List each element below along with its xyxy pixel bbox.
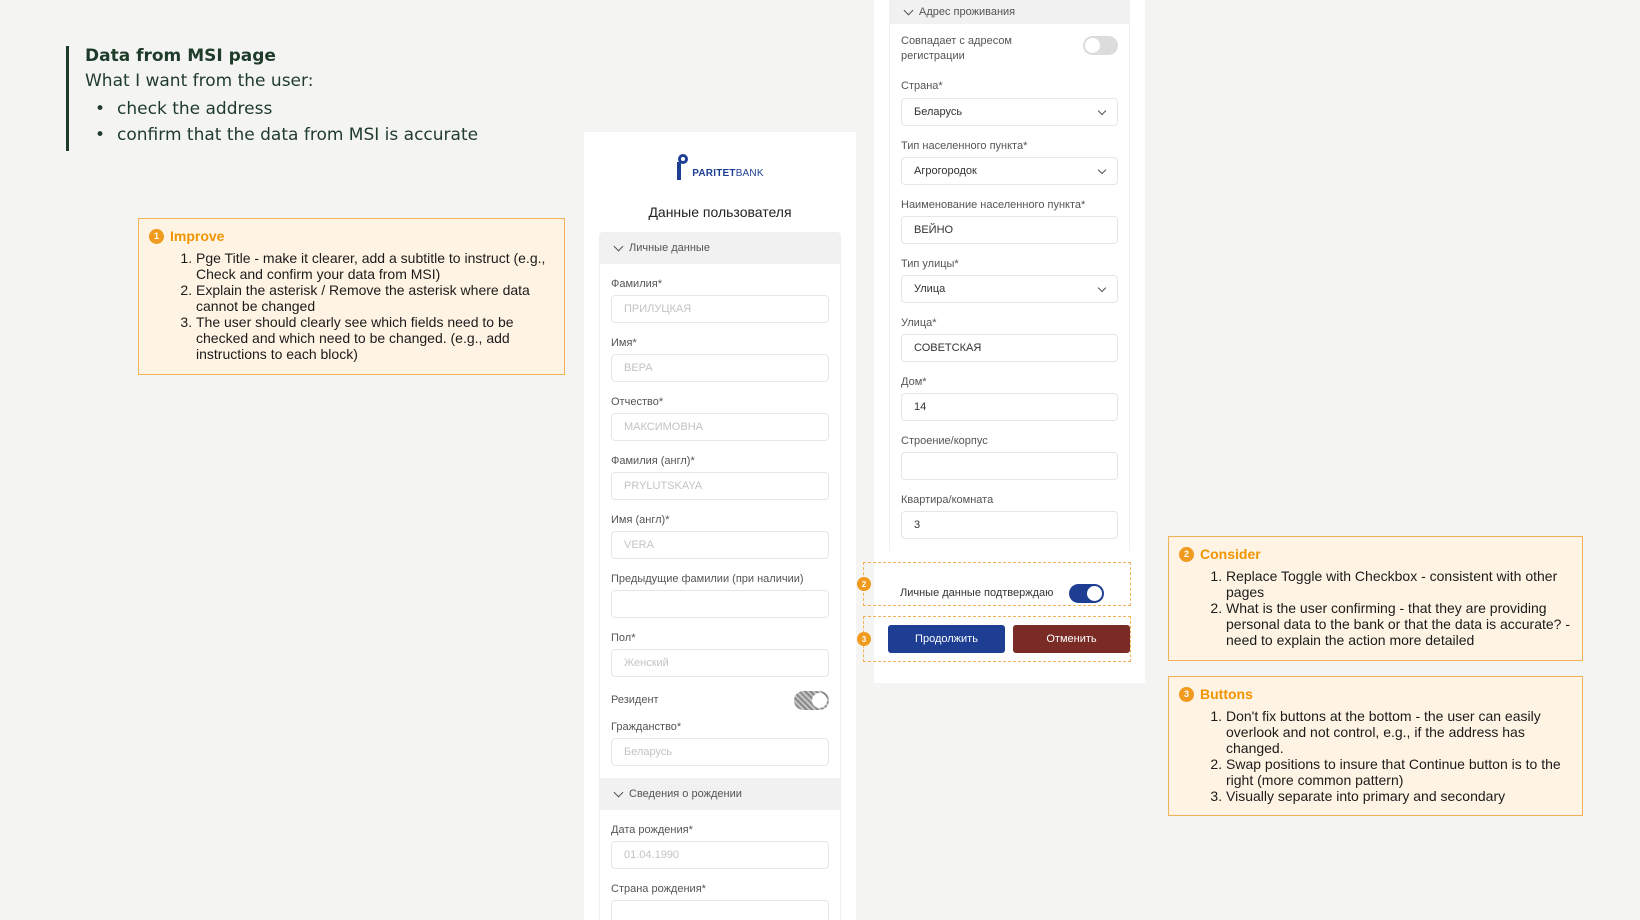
chevron-down-icon xyxy=(1098,283,1106,291)
screen-user-data xyxy=(584,132,856,920)
bank-logo-text: PARITETBANK xyxy=(692,168,764,179)
note-list xyxy=(1179,568,1572,648)
apartment-input[interactable]: 3 xyxy=(901,511,1118,539)
note-title: Improve xyxy=(170,228,225,244)
resident-row xyxy=(600,677,840,719)
gender-input[interactable]: Женский xyxy=(611,649,829,677)
confirm-label: Личные данные подтверждаю xyxy=(900,586,1054,599)
house-input[interactable]: 14 xyxy=(901,393,1118,421)
note-item: 1. Pge Title - make it clearer, add a subtitle to instruct (e.g., Check and confirm your data from MSI) xyxy=(196,250,554,282)
same-address-label: Совпадает с адресом регистрации xyxy=(901,35,1012,62)
field-building: Строение/корпус xyxy=(890,421,1129,480)
field-surname-en: Фамилия (англ)* PRYLUTSKAYA xyxy=(600,441,840,500)
chevron-down-icon xyxy=(904,5,914,15)
name-en-input[interactable]: VERA xyxy=(611,531,829,559)
field-previous-surnames: Предыдущие фамилии (при наличии) xyxy=(600,559,840,618)
field-house: Дом* 14 xyxy=(890,362,1129,421)
page-title: Data from MSI page xyxy=(85,46,276,66)
birth-date-input[interactable]: 01.04.1990 xyxy=(611,841,829,869)
annotation-marker: 3 xyxy=(857,632,871,646)
same-address-row xyxy=(890,24,1129,74)
personal-data-card xyxy=(599,264,841,778)
surname-en-input[interactable]: PRYLUTSKAYA xyxy=(611,472,829,500)
citizenship-input[interactable]: Беларусь xyxy=(611,738,829,766)
goal-list xyxy=(85,96,626,148)
section-personal-data[interactable]: Личные данные xyxy=(599,232,841,264)
field-birth-date: Дата рождения* 01.04.1990 xyxy=(600,810,840,869)
field-citizenship: Гражданство* Беларусь xyxy=(600,719,840,766)
resident-label: Резидент xyxy=(611,693,659,706)
locality-name-input[interactable]: ВЕЙНО xyxy=(901,216,1118,244)
birth-country-input[interactable] xyxy=(611,900,829,920)
field-name-en: Имя (англ)* VERA xyxy=(600,500,840,559)
page-subtitle: What I want from the user: xyxy=(85,71,314,91)
name-input[interactable]: ВЕРА xyxy=(611,354,829,382)
page-header xyxy=(66,46,626,151)
annotation-marker: 2 xyxy=(857,577,871,591)
note-consider xyxy=(1168,536,1583,661)
locality-type-select[interactable]: Агрогородок xyxy=(901,157,1118,185)
field-apartment: Квартира/комната 3 xyxy=(890,480,1129,539)
note-title: Buttons xyxy=(1200,686,1253,702)
building-input[interactable] xyxy=(901,452,1118,480)
field-name: Имя* ВЕРА xyxy=(600,323,840,382)
chevron-down-icon xyxy=(1098,106,1106,114)
section-birth-info[interactable]: Сведения о рождении xyxy=(599,778,841,810)
chevron-down-icon xyxy=(614,787,624,797)
note-item: 3. The user should clearly see which fields need to be checked and which need to be changed. (e.g., add instructions to each block) xyxy=(196,314,554,362)
resident-toggle[interactable] xyxy=(794,691,829,710)
note-item: 2. Swap positions to insure that Continue button is to the right (more common pattern) xyxy=(1226,756,1572,788)
field-locality-name: Наименование населенного пункта* ВЕЙНО xyxy=(890,185,1129,244)
field-patronymic: Отчество* МАКСИМОВНА xyxy=(600,382,840,441)
field-country: Страна* Беларусь xyxy=(890,74,1129,126)
address-card xyxy=(889,24,1130,551)
street-input[interactable]: СОВЕТСКАЯ xyxy=(901,334,1118,362)
same-address-toggle[interactable] xyxy=(1083,36,1118,55)
field-birth-country: Страна рождения* xyxy=(600,869,840,920)
field-surname: Фамилия* ПРИЛУЦКАЯ xyxy=(600,264,840,323)
note-badge: 1 xyxy=(149,229,164,244)
section-address[interactable]: Адрес проживания xyxy=(889,0,1130,24)
field-gender: Пол* Женский xyxy=(600,618,840,677)
field-street-type: Тип улицы* Улица xyxy=(890,244,1129,303)
note-improve xyxy=(138,218,565,375)
note-item: 2. Explain the asterisk / Remove the asterisk where data cannot be changed xyxy=(196,282,554,314)
note-item: 3. Visually separate into primary and secondary xyxy=(1226,788,1572,804)
bank-logo xyxy=(584,132,856,180)
screen-title: Данные пользователя xyxy=(648,204,792,220)
note-badge: 2 xyxy=(1179,547,1194,562)
annotation-frame-confirm xyxy=(863,562,1131,606)
paritet-logo-icon xyxy=(676,154,690,180)
goal-item: • confirm that the data from MSI is accurate xyxy=(95,122,626,148)
chevron-down-icon xyxy=(1098,165,1106,173)
note-item: 2. What is the user confirming - that they are providing personal data to the bank or that the data is accurate? - need to explain the action more detailed xyxy=(1226,600,1572,648)
note-list xyxy=(1179,708,1572,804)
continue-button[interactable]: Продолжить xyxy=(888,625,1005,653)
note-buttons xyxy=(1168,676,1583,816)
cancel-button[interactable]: Отменить xyxy=(1013,625,1130,653)
note-item: 1. Replace Toggle with Checkbox - consistent with other pages xyxy=(1226,568,1572,600)
field-street: Улица* СОВЕТСКАЯ xyxy=(890,303,1129,362)
previous-surnames-input[interactable] xyxy=(611,590,829,618)
note-badge: 3 xyxy=(1179,687,1194,702)
patronymic-input[interactable]: МАКСИМОВНА xyxy=(611,413,829,441)
country-select[interactable]: Беларусь xyxy=(901,98,1118,126)
street-type-select[interactable]: Улица xyxy=(901,275,1118,303)
note-title: Consider xyxy=(1200,546,1261,562)
goal-item: • check the address xyxy=(95,96,626,122)
field-locality-type: Тип населенного пункта* Агрогородок xyxy=(890,126,1129,185)
chevron-down-icon xyxy=(614,241,624,251)
annotation-frame-buttons xyxy=(863,616,1131,662)
surname-input[interactable]: ПРИЛУЦКАЯ xyxy=(611,295,829,323)
note-list xyxy=(149,250,554,362)
birth-info-card xyxy=(599,810,841,920)
note-item: 1. Don't fix buttons at the bottom - the user can easily overlook and not control, e.g., if the address has changed. xyxy=(1226,708,1572,756)
